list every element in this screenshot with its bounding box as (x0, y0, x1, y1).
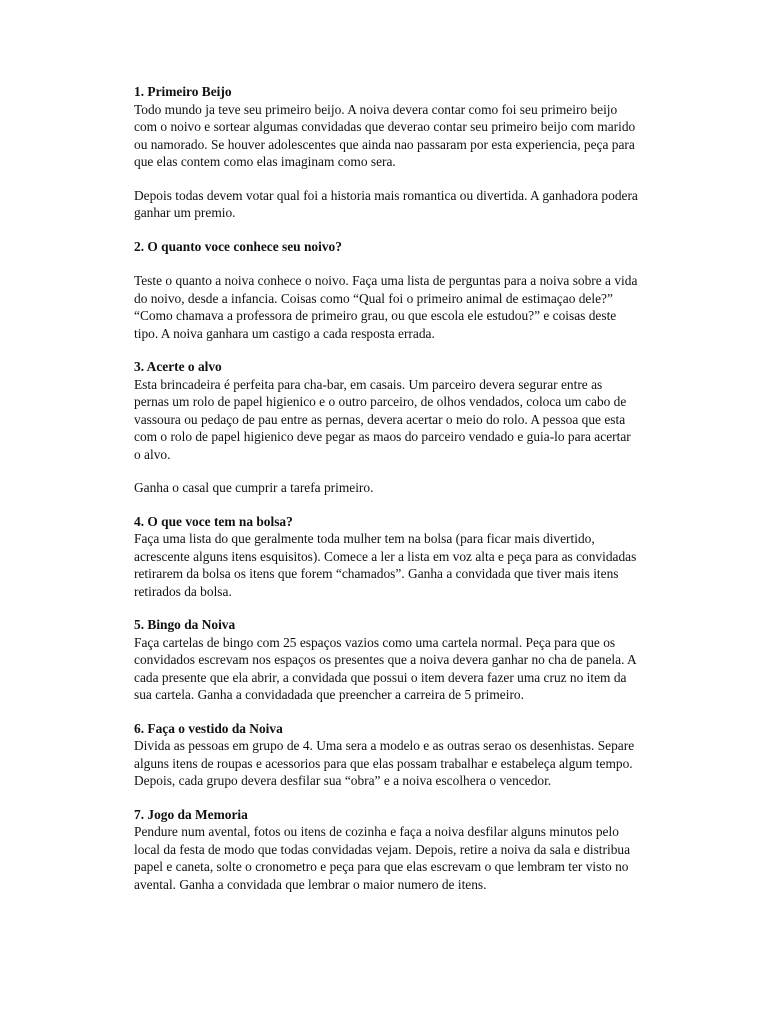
section-heading: 4. O que voce tem na bolsa? (134, 513, 293, 529)
document-page (134, 83, 640, 909)
section-paragraph: Faça cartelas de bingo com 25 espaços vazios como uma cartela normal. Peça para que os convidados escrevam nos espaços os presentes que a noiva devera ganhar no cha de panela. A cada presente que ela abrir, a convidada que possui o item devera fazer uma cruz no item da sua cartela. Ganha a convidadada que preencher a carreira de 5 primeiro. (134, 634, 636, 702)
section-heading: 2. O quanto voce conhece seu noivo? (134, 238, 342, 254)
section-heading: 5. Bingo da Noiva (134, 617, 236, 632)
section-paragraph: Esta brincadeira é perfeita para cha-bar, em casais. Um parceiro devera segurar entre as pernas um rolo de papel higienico e o outro parceiro, de olhos vendados, coloca um cabo de vassoura ou pedaço de pau entre as pernas, devera acertar o meio do rolo. A pessoa que esta com o rolo de papel higienico deve pegar as maos do parceiro vendado e guia-lo para acertar o alvo. (134, 376, 631, 462)
section-paragraph: Divida as pessoas em grupo de 4. Uma sera a modelo e as outras serao os desenhistas. Separe alguns itens de roupas e acessorios para que elas possam trabalhar e estabeleça algum tempo. Depois, cada grupo devera desfilar sua “obra” e a noiva escolhera o vencedor. (134, 738, 635, 788)
section-paragraph: Faça uma lista do que geralmente toda mulher tem na bolsa (para ficar mais divertido, acrescente alguns itens esquisitos). Comece a ler a lista em voz alta e peça para as convidadas retirarem da bolsa os itens que forem “chamados”. Ganha a convidada que tiver mais itens retirados da bolsa. (134, 531, 637, 599)
section-paragraph: Teste o quanto a noiva conhece o noivo. Faça uma lista de perguntas para a noiva sobre a vida do noivo, desde a infancia. Coisas como “Qual foi o primeiro animal de estimaçao dele?” “Como chamava a professora de primeiro grau, ou que escola ele estudou?” e coisas deste tipo. A noiva ganhara um castigo a cada resposta errada. (134, 273, 638, 341)
section-heading: 7. Jogo da Memoria (134, 806, 248, 822)
section-paragraph: Ganha o casal que cumprir a tarefa primeiro. (134, 480, 374, 495)
section-bingo-noiva (134, 616, 640, 704)
section-paragraph: Depois todas devem votar qual foi a historia mais romantica ou divertida. A ganhadora podera ganhar um premio. (134, 187, 638, 220)
section-conhece-noivo (134, 238, 640, 343)
section-vestido-noiva (134, 720, 640, 790)
section-acerte-alvo (134, 358, 640, 497)
section-heading: 3. Acerte o alvo (134, 359, 222, 374)
section-jogo-memoria (134, 806, 640, 894)
section-paragraph: Todo mundo ja teve seu primeiro beijo. A noiva devera contar como foi seu primeiro beijo com o noivo e sortear algumas convidadas que deverao contar seu primeiro beijo com marido ou namorado. Se houver adolescentes que ainda nao passaram por esta experiencia, peça para que elas contem como elas imaginam como sera. (134, 101, 636, 169)
section-bolsa (134, 513, 640, 601)
section-primeiro-beijo (134, 83, 640, 222)
section-heading: 1. Primeiro Beijo (134, 84, 232, 99)
section-heading: 6. Faça o vestido da Noiva (134, 720, 283, 736)
section-paragraph: Pendure num avental, fotos ou itens de cozinha e faça a noiva desfilar alguns minutos pelo local da festa de modo que todas convidadas vejam. Depois, retire a noiva da sala e distribua papel e caneta, solte o cronometro e peça para que elas escrevam o que lembram ter visto no avental. Ganha a convidada que lembrar o maior numero de itens. (134, 824, 631, 892)
